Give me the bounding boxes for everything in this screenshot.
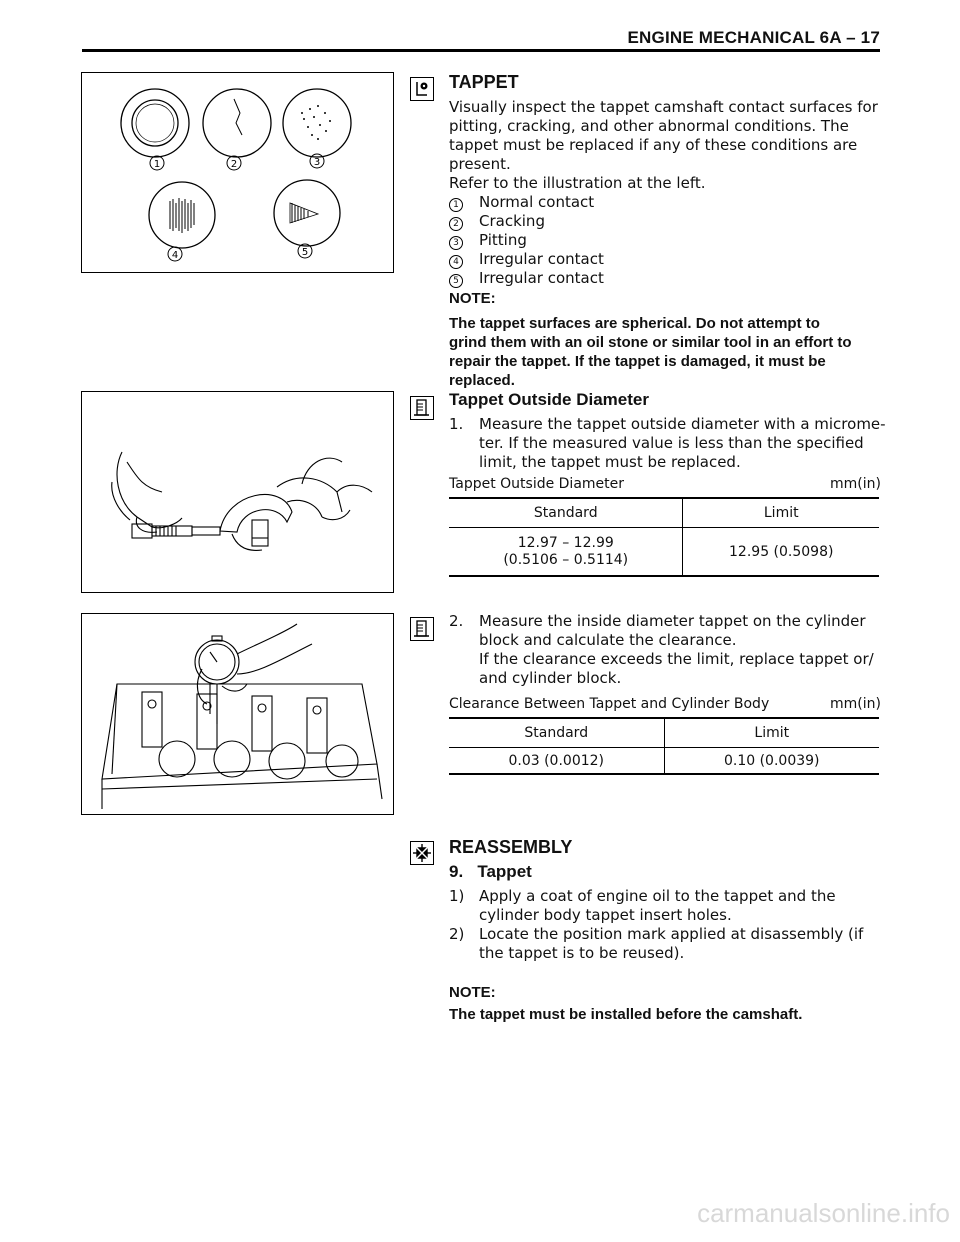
step-number: 1. xyxy=(449,415,464,433)
table-unit: mm(in) xyxy=(830,476,881,492)
note-label: NOTE: xyxy=(449,984,496,1001)
table-caption: Tappet Outside Diameter xyxy=(449,476,625,492)
step-number: 2) xyxy=(449,925,465,943)
step-line: Locate the position mark applied at disassembly (if xyxy=(479,925,864,943)
reassembly-subheading: 9. Tappet xyxy=(449,862,532,881)
clearance-table-caption xyxy=(449,696,881,712)
item-number: 1 xyxy=(449,198,463,212)
reassembly-icon xyxy=(410,841,434,865)
standard-cell xyxy=(449,528,683,577)
callout-1: 1 xyxy=(153,159,161,170)
tappet-body-line: present. xyxy=(449,155,511,173)
table-caption: Clearance Between Tappet and Cylinder Body xyxy=(449,696,770,712)
column-header: Limit xyxy=(664,718,879,748)
callout-2: 2 xyxy=(230,159,238,170)
tappet-list-item xyxy=(449,212,889,231)
tappet-heading: TAPPET xyxy=(449,72,519,92)
standard-value: 12.97 – 12.99 xyxy=(517,534,614,551)
note-line: repair the tappet. If the tappet is damaged, it must be xyxy=(449,353,826,370)
outside-diameter-step xyxy=(449,415,889,472)
column-header: Standard xyxy=(449,498,683,528)
step-line: ter. If the measured value is less than the specified xyxy=(479,434,864,452)
tappet-list-item xyxy=(449,269,889,288)
column-header: Standard xyxy=(449,718,664,748)
micrometer-illustration xyxy=(82,392,393,592)
clearance-table-wrap xyxy=(449,717,879,775)
callout-3: 3 xyxy=(313,157,321,168)
note-line: replaced. xyxy=(449,372,515,389)
reassembly-heading: REASSEMBLY xyxy=(449,837,573,857)
step-line: and cylinder block. xyxy=(479,669,622,687)
tappet-body-line: tappet must be replaced if any of these conditions are xyxy=(449,136,858,154)
figure-micrometer-measurement xyxy=(81,391,394,593)
figure-dial-gauge-measurement xyxy=(81,613,394,815)
item-text: Irregular contact xyxy=(479,250,604,268)
step-number: 2. xyxy=(449,612,464,630)
note-line: The tappet surfaces are spherical. Do not attempt to xyxy=(449,315,820,332)
item-number: 4 xyxy=(449,255,463,269)
clearance-step xyxy=(449,612,889,688)
clearance-table xyxy=(449,717,879,775)
header-rule xyxy=(82,49,880,52)
measure-icon xyxy=(410,396,434,420)
limit-cell: 0.10 (0.0039) xyxy=(664,748,879,775)
item-text: Cracking xyxy=(479,212,545,230)
step-line: Apply a coat of engine oil to the tappet and the xyxy=(479,887,836,905)
step-line: block and calculate the clearance. xyxy=(479,631,737,649)
measure-icon xyxy=(410,617,434,641)
note-line: grind them with an oil stone or similar tool in an effort to xyxy=(449,334,852,351)
note-text: The tappet must be installed before the camshaft. xyxy=(449,1006,803,1023)
item-number: 3 xyxy=(449,236,463,250)
callout-4: 4 xyxy=(171,250,179,261)
item-number: 2 xyxy=(449,217,463,231)
outside-diameter-table-wrap xyxy=(449,497,879,577)
step-line: limit, the tappet must be replaced. xyxy=(479,453,741,471)
step-number: 1) xyxy=(449,887,465,905)
outside-diameter-table xyxy=(449,497,879,577)
callout-5: 5 xyxy=(301,247,309,258)
standard-cell: 0.03 (0.0012) xyxy=(449,748,664,775)
item-text: Pitting xyxy=(479,231,527,249)
tappet-body-line: pitting, cracking, and other abnormal conditions. The xyxy=(449,117,849,135)
tappet-body xyxy=(449,98,889,390)
item-text: Irregular contact xyxy=(479,269,604,287)
outside-diameter-heading: Tappet Outside Diameter xyxy=(449,390,649,409)
standard-value-inches: (0.5106 – 0.5114) xyxy=(503,551,629,568)
page-header-title: ENGINE MECHANICAL 6A – 17 xyxy=(627,28,880,47)
limit-cell: 12.95 (0.5098) xyxy=(683,528,879,577)
item-number: 5 xyxy=(449,274,463,288)
step-line: cylinder body tappet insert holes. xyxy=(479,906,732,924)
step-line: the tappet is to be reused). xyxy=(479,944,685,962)
tappet-list-item xyxy=(449,250,889,269)
figure-tappet-contact-patterns xyxy=(81,72,394,273)
table-unit: mm(in) xyxy=(830,696,881,712)
item-text: Normal contact xyxy=(479,193,595,211)
inspect-icon xyxy=(410,77,434,101)
note-label: NOTE: xyxy=(449,290,496,307)
tappet-body-line: Refer to the illustration at the left. xyxy=(449,174,706,192)
step-line: If the clearance exceeds the limit, replace tappet or/ xyxy=(479,650,874,668)
dial-gauge-illustration xyxy=(82,614,393,814)
step-line: Measure the inside diameter tappet on the cylinder xyxy=(479,612,866,630)
watermark: carmanualsonline.info xyxy=(697,1198,950,1228)
reassembly-steps xyxy=(449,887,889,963)
tappet-patterns-illustration xyxy=(82,73,393,272)
tappet-list-item xyxy=(449,193,889,212)
tappet-body-line: Visually inspect the tappet camshaft contact surfaces for xyxy=(449,98,878,116)
column-header: Limit xyxy=(683,498,879,528)
outside-diameter-table-caption xyxy=(449,476,881,492)
tappet-list-item xyxy=(449,231,889,250)
step-line: Measure the tappet outside diameter with a microme- xyxy=(479,415,886,433)
